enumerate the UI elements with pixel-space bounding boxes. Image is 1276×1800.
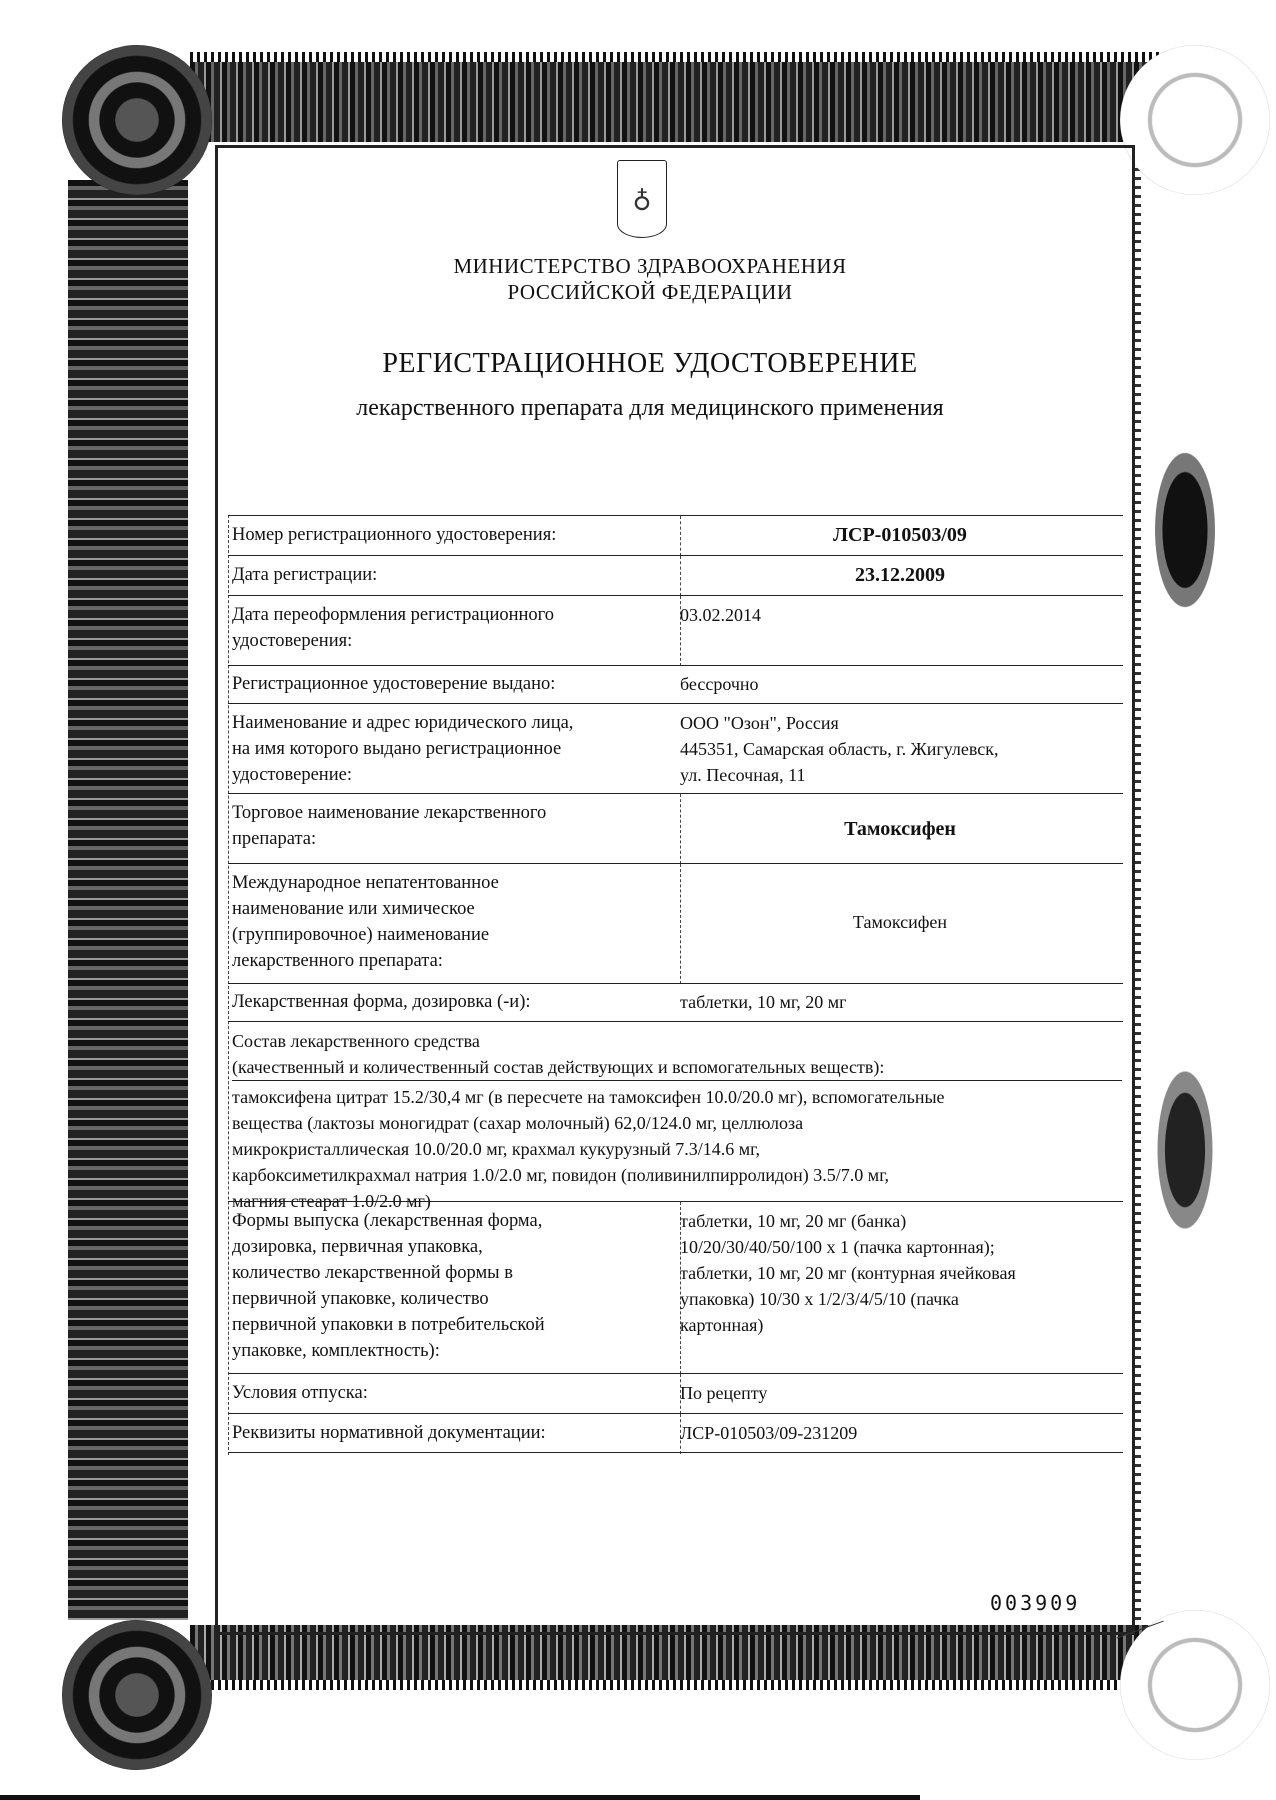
document-subtitle: лекарственного препарата для медицинского применения bbox=[356, 395, 944, 421]
table-row bbox=[228, 983, 1123, 1021]
dispensing-conditions-label: Условия отпуска: bbox=[232, 1383, 368, 1403]
scan-edge bbox=[0, 1795, 920, 1800]
label-line: (качественный и количественный состав действующих и вспомогательных веществ): bbox=[232, 1054, 1122, 1081]
corner-rosette-bottom-right bbox=[1120, 1610, 1270, 1760]
label-line: наименование или химическое bbox=[232, 899, 475, 919]
ornamental-border-right bbox=[1135, 150, 1141, 1620]
value-line: картонная) bbox=[680, 1315, 764, 1335]
coat-of-arms-icon: ♁ bbox=[617, 160, 667, 238]
table-row bbox=[228, 555, 1123, 595]
value-line: ул. Песочная, 11 bbox=[680, 765, 806, 785]
normative-docs-value: ЛСР-010503/09-231209 bbox=[680, 1423, 858, 1443]
table-row bbox=[228, 1373, 1123, 1413]
table-row bbox=[228, 1413, 1123, 1453]
reissue-date-label bbox=[232, 602, 554, 654]
registration-number-label: Номер регистрационного удостоверения: bbox=[232, 525, 557, 545]
value-line: 445351, Самарская область, г. Жигулевск, bbox=[680, 739, 999, 759]
corner-rosette-top-left bbox=[62, 45, 212, 195]
table-row bbox=[228, 863, 1123, 983]
form-serial-number: 003909 bbox=[990, 1591, 1081, 1615]
value-line: 10/20/30/40/50/100 x 1 (пачка картонная); bbox=[680, 1237, 995, 1257]
table-row bbox=[228, 793, 1123, 863]
label-line: Международное непатентованное bbox=[232, 873, 499, 893]
table-row bbox=[228, 595, 1123, 665]
label-line: Дата переоформления регистрационного bbox=[232, 605, 555, 625]
reissue-date-value: 03.02.2014 bbox=[680, 605, 761, 625]
label-line: препарата: bbox=[232, 829, 317, 849]
ministry-line-2: РОССИЙСКОЙ ФЕДЕРАЦИИ bbox=[507, 280, 793, 304]
holder-label bbox=[232, 710, 573, 788]
border-ornament-right-lower bbox=[1150, 1050, 1220, 1250]
table-row bbox=[228, 515, 1123, 555]
dosage-form-label: Лекарственная форма, дозировка (-и): bbox=[232, 992, 531, 1012]
label-line: упаковке, комплектность): bbox=[232, 1341, 440, 1361]
validity-label: Регистрационное удостоверение выдано: bbox=[232, 674, 556, 694]
ministry-line-1: МИНИСТЕРСТВО ЗДРАВООХРАНЕНИЯ bbox=[453, 254, 847, 278]
value-line: ООО "Озон", Россия bbox=[680, 713, 839, 733]
value-line: тамоксифена цитрат 15.2/30,4 мг (в пересчете на тамоксифен 10.0/20.0 мг), вспомогательные bbox=[232, 1087, 945, 1107]
corner-rosette-bottom-left bbox=[62, 1620, 212, 1770]
normative-docs-label: Реквизиты нормативной документации: bbox=[232, 1423, 546, 1443]
label-line: Состав лекарственного средства bbox=[232, 1031, 480, 1051]
registration-date-value: 23.12.2009 bbox=[855, 564, 945, 586]
dosage-form-value: таблетки, 10 мг, 20 мг bbox=[680, 992, 847, 1012]
registration-date-label: Дата регистрации: bbox=[232, 565, 378, 585]
label-line: дозировка, первичная упаковка, bbox=[232, 1237, 483, 1257]
ministry-name bbox=[300, 253, 1000, 305]
release-forms-value bbox=[680, 1208, 1016, 1338]
inn-value: Тамоксифен bbox=[852, 912, 948, 932]
value-line: магния стеарат 1.0/2.0 мг) bbox=[232, 1191, 431, 1211]
border-stripe-top bbox=[190, 52, 1180, 62]
trade-name-value: Тамоксифен bbox=[844, 818, 956, 840]
label-line: удостоверение: bbox=[232, 765, 352, 785]
value-line: таблетки, 10 мг, 20 мг (контурная ячейковая bbox=[680, 1263, 1016, 1283]
composition-value bbox=[232, 1084, 1122, 1214]
value-line: таблетки, 10 мг, 20 мг (банка) bbox=[680, 1211, 907, 1231]
label-line: на имя которого выдано регистрационное bbox=[232, 739, 562, 759]
table-row bbox=[228, 1201, 1123, 1373]
release-forms-label bbox=[232, 1208, 545, 1364]
label-line: (группировочное) наименование bbox=[232, 925, 490, 945]
label-line: первичной упаковке, количество bbox=[232, 1289, 489, 1309]
value-line: упаковка) 10/30 x 1/2/3/4/5/10 (пачка bbox=[680, 1289, 959, 1309]
ornamental-border-left bbox=[68, 180, 188, 1620]
label-line: удостоверения: bbox=[232, 631, 353, 651]
label-line: Формы выпуска (лекарственная форма, bbox=[232, 1211, 543, 1231]
label-line: Наименование и адрес юридического лица, bbox=[232, 713, 574, 733]
registration-number-value: ЛСР-010503/09 bbox=[833, 524, 967, 546]
holder-value bbox=[680, 710, 999, 788]
border-stripe-bottom bbox=[190, 1680, 1190, 1690]
corner-rosette-top-right bbox=[1120, 45, 1270, 195]
trade-name-label bbox=[232, 800, 546, 852]
ornamental-border-top bbox=[190, 62, 1180, 142]
value-line: карбоксиметилкрахмал натрия 1.0/2.0 мг, повидон (поливинилпирролидон) 3.5/7.0 мг, bbox=[232, 1165, 890, 1185]
label-line: первичной упаковки в потребительской bbox=[232, 1315, 545, 1335]
dispensing-conditions-value: По рецепту bbox=[680, 1383, 768, 1403]
document-title: РЕГИСТРАЦИОННОЕ УДОСТОВЕРЕНИЕ bbox=[382, 348, 918, 379]
label-line: лекарственного препарата: bbox=[232, 951, 443, 971]
border-ornament-right-upper bbox=[1150, 440, 1220, 620]
label-line: количество лекарственной формы в bbox=[232, 1263, 513, 1283]
label-line: Торговое наименование лекарственного bbox=[232, 803, 547, 823]
value-line: вещества (лактозы моногидрат (сахар молочный) 62,0/124.0 мг, целлюлоза bbox=[232, 1113, 804, 1133]
value-line: микрокристаллическая 10.0/20.0 мг, крахмал кукурузный 7.3/14.6 мг, bbox=[232, 1139, 761, 1159]
table-row bbox=[228, 703, 1123, 793]
inn-label bbox=[232, 870, 499, 974]
table-row bbox=[228, 665, 1123, 703]
composition-label bbox=[232, 1028, 1122, 1081]
table-row bbox=[228, 1021, 1123, 1211]
validity-value: бессрочно bbox=[680, 674, 759, 694]
